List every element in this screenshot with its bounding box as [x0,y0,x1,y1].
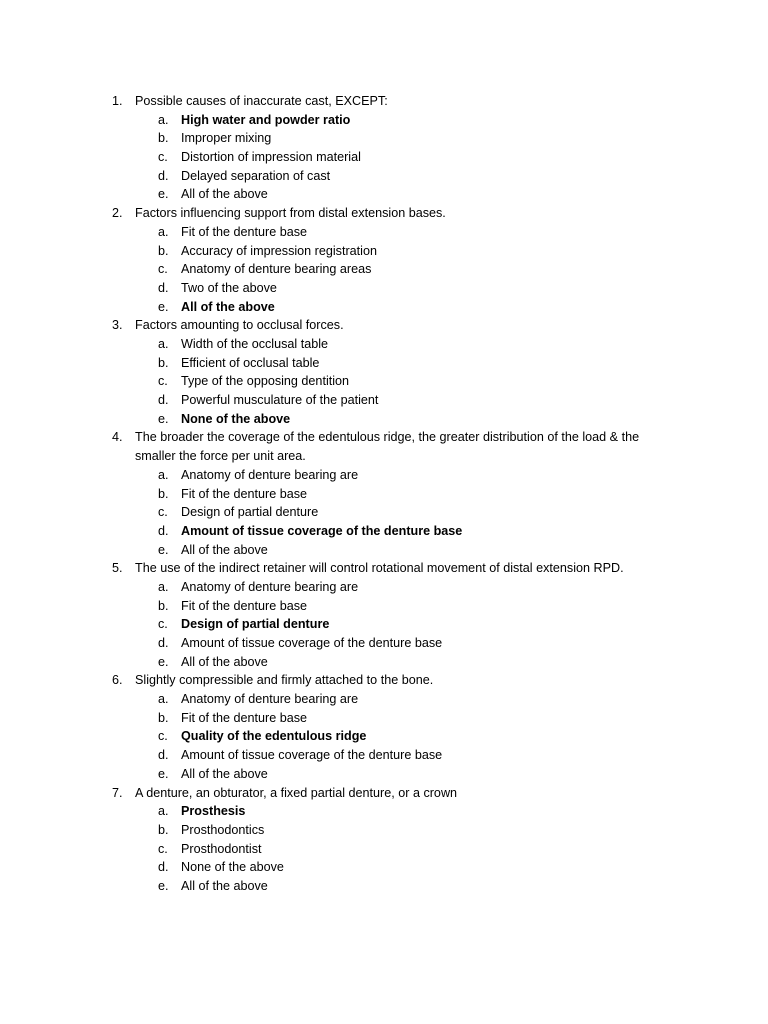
option-list [0,111,768,204]
option-letter: c. [158,374,168,389]
option-letter: a. [158,579,169,594]
option-text: Prosthodontics [181,822,265,837]
question-number: 2. [112,206,123,221]
option-b [0,821,768,840]
option-text: Anatomy of denture bearing are [181,692,359,707]
option-text: None of the above [181,860,284,875]
question-2 [0,204,768,316]
option-text: All of the above [181,187,268,202]
option-letter: b. [158,131,169,146]
option-text: All of the above [181,766,268,781]
option-letter: a. [158,692,169,707]
option-text: Amount of tissue coverage of the denture base [181,748,443,763]
option-b [0,709,768,728]
option-e [0,298,768,317]
option-letter: d. [158,523,169,538]
option-letter: b. [158,355,169,370]
option-e [0,765,768,784]
option-c [0,372,768,391]
option-text: Amount of tissue coverage of the denture base [181,636,443,651]
option-list [0,802,768,895]
option-d [0,746,768,765]
option-letter: b. [158,243,169,258]
question-6 [0,671,768,783]
option-b [0,597,768,616]
option-text: Anatomy of denture bearing are [181,579,359,594]
option-letter: d. [158,280,169,295]
option-letter: a. [158,112,169,127]
option-text: Accuracy of impression registration [181,243,377,258]
question-text: The use of the indirect retainer will control rotational movement of distal extension RPD. [135,561,624,576]
option-a [0,223,768,242]
option-text: Anatomy of denture bearing are [181,467,359,482]
option-c [0,148,768,167]
option-letter: d. [158,748,169,763]
option-text: All of the above [181,542,268,557]
question-number: 5. [112,561,123,576]
option-letter: b. [158,710,169,725]
option-text: Design of partial denture [181,617,330,632]
option-letter: e. [158,654,169,669]
option-a [0,466,768,485]
option-letter: c. [158,617,168,632]
option-list [0,466,768,559]
option-letter: d. [158,636,169,651]
option-d [0,634,768,653]
option-d [0,279,768,298]
option-c [0,840,768,859]
option-text: Anatomy of denture bearing areas [181,262,372,277]
option-letter: b. [158,822,169,837]
option-a [0,802,768,821]
option-letter: e. [158,187,169,202]
option-a [0,690,768,709]
option-letter: e. [158,299,169,314]
option-text: Prosthesis [181,804,246,819]
option-text: None of the above [181,411,291,426]
option-a [0,111,768,130]
question-7 [0,784,768,896]
question-number: 6. [112,673,123,688]
option-text: Improper mixing [181,131,272,146]
question-number: 3. [112,318,123,333]
option-letter: d. [158,860,169,875]
option-c [0,727,768,746]
option-letter: b. [158,486,169,501]
option-text: All of the above [181,299,275,314]
question-number: 1. [112,94,123,108]
option-letter: e. [158,879,169,893]
option-letter: c. [158,262,168,277]
option-letter: a. [158,804,169,819]
option-b [0,354,768,373]
option-c [0,503,768,522]
option-d [0,522,768,541]
question-3 [0,316,768,428]
question-1 [0,92,768,204]
question-text: Possible causes of inaccurate cast, EXCEPT: [135,94,388,108]
option-e [0,877,768,896]
option-letter: c. [158,150,168,165]
option-letter: a. [158,224,169,239]
option-text: Fit of the denture base [181,224,308,239]
option-letter: b. [158,598,169,613]
option-text: Efficient of occlusal table [181,355,320,370]
option-b [0,242,768,261]
option-letter: e. [158,766,169,781]
question-4 [0,428,768,559]
option-text: Amount of tissue coverage of the denture base [181,523,463,538]
question-number: 4. [112,430,123,445]
option-text: Two of the above [181,280,277,295]
option-e [0,541,768,560]
option-letter: d. [158,168,169,183]
option-text: Width of the occlusal table [181,336,329,351]
option-text: Fit of the denture base [181,486,308,501]
option-letter: e. [158,411,169,426]
question-text: A denture, an obturator, a fixed partial denture, or a crown [135,785,458,800]
option-list [0,223,768,316]
question-number: 7. [112,785,123,800]
question-5 [0,559,768,671]
question-text: Factors amounting to occlusal forces. [135,318,344,333]
option-b [0,129,768,148]
option-a [0,335,768,354]
option-text: All of the above [181,879,268,893]
option-text: Type of the opposing dentition [181,374,350,389]
option-c [0,260,768,279]
option-letter: d. [158,393,169,408]
option-b [0,485,768,504]
option-text: Fit of the denture base [181,710,308,725]
option-text: Quality of the edentulous ridge [181,729,367,744]
question-text: The broader the coverage of the edentulous ridge, the greater distribution of the load & the smaller the force per unit area. [135,430,640,464]
option-list [0,335,768,428]
question-list [0,92,768,896]
option-text: Distortion of impression material [181,150,361,165]
option-text: Powerful musculature of the patient [181,393,379,408]
option-a [0,578,768,597]
option-d [0,858,768,877]
option-letter: a. [158,467,169,482]
option-text: All of the above [181,654,268,669]
option-text: Delayed separation of cast [181,168,331,183]
option-e [0,410,768,429]
option-letter: a. [158,336,169,351]
option-list [0,578,768,671]
option-letter: e. [158,542,169,557]
option-text: Prosthodontist [181,841,262,856]
option-text: Design of partial denture [181,505,319,520]
option-letter: c. [158,729,168,744]
option-list [0,690,768,783]
option-d [0,391,768,410]
option-e [0,185,768,204]
option-text: High water and powder ratio [181,112,351,127]
option-e [0,653,768,672]
question-text: Slightly compressible and firmly attached to the bone. [135,673,434,688]
question-text: Factors influencing support from distal extension bases. [135,206,446,221]
option-c [0,615,768,634]
option-letter: c. [158,841,168,856]
option-text: Fit of the denture base [181,598,308,613]
option-letter: c. [158,505,168,520]
option-d [0,167,768,186]
